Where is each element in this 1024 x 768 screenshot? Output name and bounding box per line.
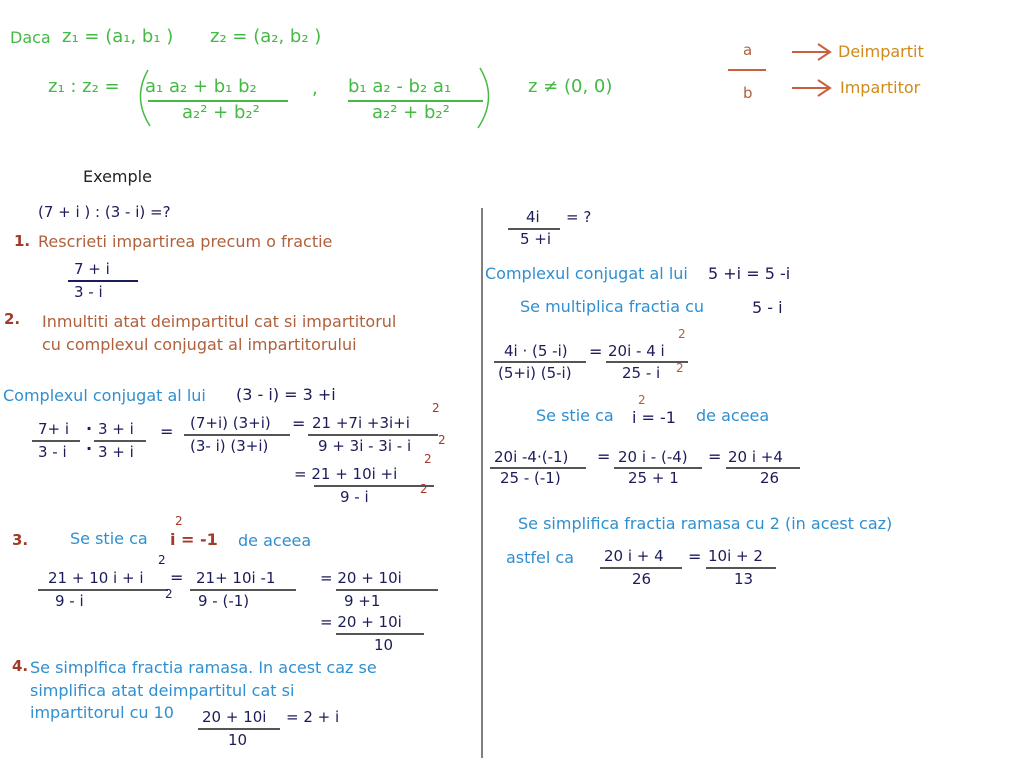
daca-label: Daca [10,28,51,47]
fraction-bar [32,440,80,442]
separator-comma: , [312,78,318,99]
arrow-icon [792,44,830,60]
equals-sign: = [292,414,306,433]
s4-result: = 2 + i [286,708,340,726]
r-g-numerator: 10i + 2 [708,547,763,565]
right-conjugate-expression: 5 +i = 5 -i [708,264,791,283]
step-2-line-1: Inmultiti atat deimpartitul cat si impartitorul [42,312,397,331]
s3-d-denominator: 10 [374,636,394,654]
mult-b-numerator: 3 + i [98,420,134,438]
mult-c-denominator: (3- i) (3+i) [190,437,269,455]
step-3-text: Se stie ca [70,529,148,548]
arrow-icon [792,80,830,96]
right-conjugate-label: Complexul conjugat al lui [485,264,688,283]
s3-c-numerator: = 20 + 10i [320,569,402,587]
fraction-bar [336,589,438,591]
fraction-bar [184,434,290,436]
fraction-bar [336,633,424,635]
fraction-bar [198,728,280,730]
r-f-numerator: 20 i + 4 [604,547,664,565]
right-paren [478,68,489,128]
exponent-2: 2 [420,482,428,496]
exponent-2: 2 [165,587,173,601]
right-question-numerator: 4i [526,208,540,226]
z1-definition: z₁ = (a₁, b₁ ) [62,26,174,47]
exponent-2: 2 [438,433,446,447]
exponent-2: 2 [175,514,183,528]
right-known-label: Se stie ca [536,406,614,425]
fraction-bar [190,589,296,591]
legend-deimpartit: Deimpartit [838,42,924,61]
fraction-1-denominator: 3 - i [74,283,103,301]
mult-dot: · [86,439,93,458]
exponent-2: 2 [678,327,686,341]
fraction-bar [600,567,682,569]
conjugate-expression: (3 - i) = 3 +i [236,385,336,404]
right-thus-label: astfel ca [506,548,575,567]
equals-sign: = [688,547,702,566]
general-denominator-1: a₂² + b₂² [182,102,260,123]
step-4-line-2: simplifica atat deimpartitul cat si [30,681,295,700]
r-a-numerator: 4i · (5 -i) [504,342,568,360]
r-d-denominator: 25 + 1 [628,469,679,487]
step-2-number: 2. [4,310,21,328]
fraction-bar [308,434,438,436]
s3-d-numerator: = 20 + 10i [320,613,402,631]
nonzero-condition: z ≠ (0, 0) [528,76,613,97]
mult-a-denominator: 3 - i [38,443,67,461]
right-question-denominator: 5 +i [520,230,552,248]
mult-b-denominator: 3 + i [98,443,134,461]
r-c-denominator: 25 - (-1) [500,469,561,487]
s3-b-numerator: 21+ 10i -1 [196,569,276,587]
right-multiply-label: Se multiplica fractia cu [520,297,705,316]
equals-sign: = [170,568,184,587]
r-g-denominator: 13 [734,570,754,588]
r-b-numerator: 20i - 4 i [608,342,665,360]
r-e-numerator: 20 i +4 [728,448,783,466]
right-known-after: de aceea [696,406,770,425]
step-4-line-3: impartitorul cu 10 [30,703,174,722]
legend-fraction-bar [728,69,766,71]
step-4-number: 4. [12,657,29,675]
legend-impartitor: Impartitor [840,78,921,97]
z2-definition: z₂ = (a₂, b₂ ) [210,26,322,47]
fraction-bar [94,440,146,442]
step-3-rule: i = -1 [170,530,218,549]
fraction-bar [38,589,168,591]
s3-a-denominator: 9 - i [55,592,84,610]
r-b-denominator: 25 - i [622,364,661,382]
s4-numerator: 20 + 10i [202,708,267,726]
equals-sign: = [708,447,722,466]
exponent-2: 2 [638,393,646,407]
exponent-2: 2 [676,361,684,375]
fraction-bar [494,361,586,363]
exponent-2: 2 [432,401,440,415]
legend-a: a [743,41,753,59]
fraction-bar [314,485,434,487]
mult-a-numerator: 7+ i [38,420,70,438]
mult-d-denominator: 9 + 3i - 3i - i [318,437,412,455]
mult-e-numerator: = 21 + 10i +i [294,465,398,483]
division-lhs: z₁ : z₂ = [48,76,120,97]
right-question-equals: = ? [566,208,592,226]
r-e-denominator: 26 [760,469,780,487]
left-paren [140,70,150,126]
legend-b: b [743,84,753,102]
s3-b-denominator: 9 - (-1) [198,592,250,610]
general-denominator-2: a₂² + b₂² [372,102,450,123]
equals-sign: = [589,342,603,361]
mult-dot: · [86,419,93,438]
general-numerator-real: a₁ a₂ + b₁ b₂ [145,76,257,97]
step-2-line-2: cu complexul conjugat al impartitorului [42,335,357,354]
s3-c-denominator: 9 +1 [344,592,381,610]
step-1-number: 1. [14,232,31,250]
exponent-2: 2 [158,553,166,567]
r-c-numerator: 20i -4·(-1) [494,448,569,466]
mult-c-numerator: (7+i) (3+i) [190,414,271,432]
mult-d-numerator: 21 +7i +3i+i [312,414,410,432]
examples-heading: Exemple [83,167,152,186]
fraction-bar [68,280,138,282]
step-3-number: 3. [12,531,29,549]
mult-e-denominator: 9 - i [340,488,369,506]
example-question: (7 + i ) : (3 - i) =? [38,203,171,221]
step-1-text: Rescrieti impartirea precum o fractie [38,232,333,251]
fraction-bar [706,567,776,569]
right-simplify-label: Se simplifica fractia ramasa cu 2 (in acest caz) [518,514,893,533]
right-multiply-expression: 5 - i [752,298,783,317]
s4-denominator: 10 [228,731,248,749]
r-d-numerator: 20 i - (-4) [618,448,688,466]
right-known-rule: i = -1 [632,408,676,427]
equals-sign: = [597,447,611,466]
exponent-2: 2 [424,452,432,466]
step-3-after: de aceea [238,531,312,550]
r-a-denominator: (5+i) (5-i) [498,364,572,382]
general-numerator-imag: b₁ a₂ - b₂ a₁ [348,76,452,97]
fraction-1-numerator: 7 + i [74,260,110,278]
conjugate-label: Complexul conjugat al lui [3,386,206,405]
r-f-denominator: 26 [632,570,652,588]
s3-a-numerator: 21 + 10 i + i [48,569,144,587]
step-4-line-1: Se simplfica fractia ramasa. In acest caz se [30,658,377,677]
equals-sign: = [160,422,174,441]
